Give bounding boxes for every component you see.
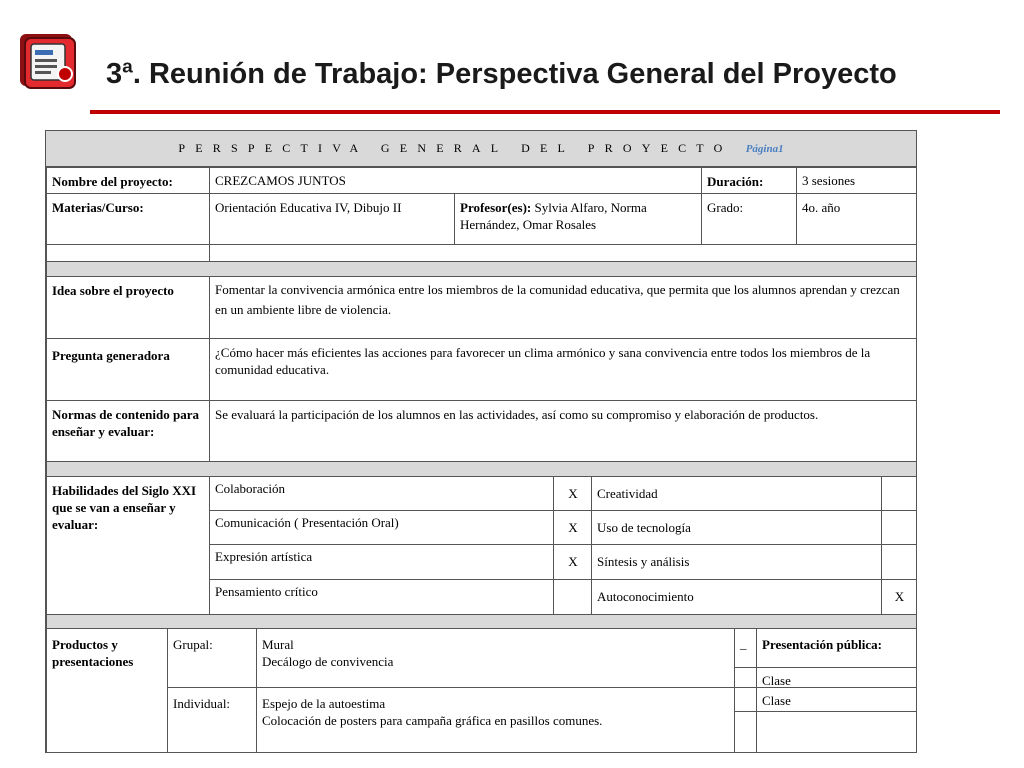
title-divider [90,110,1000,114]
project-overview-table [45,130,917,753]
skill-left-checkbox[interactable]: X [553,544,592,580]
skill-left-item: Pensamiento crítico [209,579,554,615]
slide-title: 3ª. Reunión de Trabajo: Perspectiva General del Proyecto [106,58,897,90]
products-label: Productos y presentaciones [46,628,168,753]
subjects-value: Orientación Educativa IV, Dibujo II [209,193,455,245]
empty-cell [46,244,210,262]
individual-label: Individual: [167,687,257,753]
norms-label: Normas de contenido para enseñar y evaluar: [46,400,210,462]
public-checkbox-mark: _ [740,636,747,651]
idea-label: Idea sobre el proyecto [46,276,210,339]
section-separator [46,261,917,277]
skill-right-checkbox[interactable] [881,476,917,511]
idea-value: Fomentar la convivencia armónica entre los miembros de la comunidad educativa, que permita que los alumnos aprendan y crezcan en un ambiente libre de violencia. [209,276,917,339]
skill-right-checkbox[interactable] [881,510,917,545]
page-label: Página1 [745,143,784,155]
group-product-item: Mural [262,637,294,652]
subjects-label: Materias/Curso: [46,193,210,245]
teachers-cell [454,193,702,245]
section-separator [46,614,917,629]
group-label: Grupal: [167,628,257,688]
project-name-value: CREZCAMOS JUNTOS [209,167,702,194]
skill-left-item: Expresión artística [209,544,554,580]
question-label: Pregunta generadora [46,338,210,401]
group-products [256,628,735,688]
teachers-value: Sylvia Alfaro, Norma Hernández, Omar Rosales [460,200,647,232]
duration-value: 3 sesiones [796,167,917,194]
empty-cell [756,711,917,753]
class-1-label: Clase [756,667,917,688]
empty-cell [209,244,917,262]
individual-product-item: Colocación de posters para campaña gráfica en pasillos comunes. [262,713,603,728]
skill-left-item: Colaboración [209,476,554,511]
skill-right-item: Uso de tecnología [591,510,882,545]
individual-product-item: Espejo de la autoestima [262,696,386,711]
skill-right-checkbox[interactable] [881,544,917,580]
skill-right-checkbox[interactable]: X [881,579,917,615]
table-banner [46,131,916,167]
norms-value: Se evaluará la participación de los alumnos en las actividades, así como su compromiso y elaboración de productos. [209,400,917,462]
question-value: ¿Cómo hacer más eficientes las acciones para favorecer un clima armónico y sana convivencia entre todos los miembros de la comunidad educativa. [209,338,917,401]
individual-products [256,687,735,753]
group-product-item: Decálogo de convivencia [262,654,394,669]
skills-label: Habilidades del Siglo XXI que se van a enseñar y evaluar: [46,476,210,615]
project-name-label: Nombre del proyecto: [46,167,210,194]
skill-right-item: Autoconocimiento [591,579,882,615]
public-checkbox[interactable] [734,628,757,668]
class-2-label: Clase [756,687,917,712]
class-1-checkbox[interactable] [734,667,757,688]
grade-value: 4o. año [796,193,917,245]
section-separator [46,461,917,477]
public-presentation-label: Presentación pública: [756,628,917,668]
skill-right-item: Creatividad [591,476,882,511]
skill-right-item: Síntesis y análisis [591,544,882,580]
empty-checkbox-cell [734,711,757,753]
document-presentation-icon [17,30,83,92]
class-2-checkbox[interactable] [734,687,757,712]
skill-left-checkbox[interactable]: X [553,510,592,545]
teachers-label: Profesor(es): [460,200,532,215]
skill-left-item: Comunicación ( Presentación Oral) [209,510,554,545]
skill-left-checkbox[interactable]: X [553,476,592,511]
grade-label: Grado: [701,193,797,245]
skill-left-checkbox[interactable] [553,579,592,615]
duration-label: Duración: [701,167,797,194]
banner-text: PERSPECTIVA GENERAL DEL PROYECTO [178,141,733,155]
